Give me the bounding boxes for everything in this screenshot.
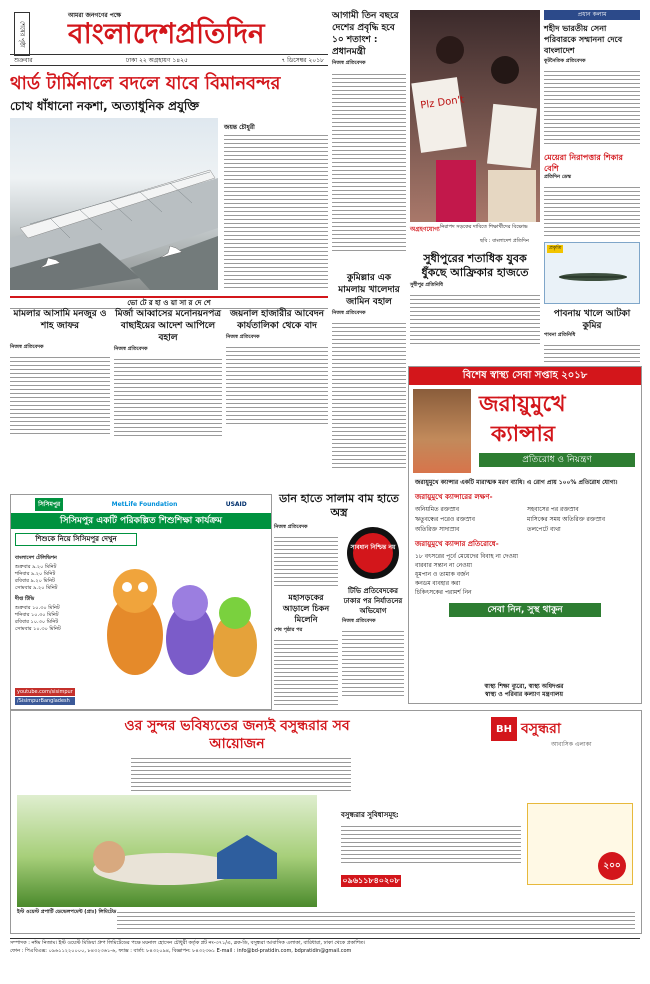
bashundhara-promo — [527, 803, 633, 885]
sisimpur-partners — [11, 495, 271, 513]
schedule-time: ১০.৩০ মিনিট — [33, 626, 61, 632]
imprint-footer — [10, 938, 640, 969]
schedule-day: শনিবার — [15, 571, 30, 577]
paper-title-b: প্রতিদিন — [175, 17, 265, 50]
newspaper-page — [10, 10, 640, 974]
schedule-day: শুক্রবার — [15, 564, 31, 570]
symptom-5: অতিরিক্ত সাদাস্রাব — [415, 526, 460, 533]
election-story-3-byline: নিজস্ব প্রতিবেদক — [226, 334, 260, 340]
schedule-day: রবিবার — [15, 578, 29, 584]
health-subtitle: প্রতিরোধ ও নিয়ন্ত্রণ — [479, 453, 635, 467]
schedule-day: শনিবার — [15, 612, 30, 618]
schedule-time: ১০.৩০ মিনিট — [30, 619, 59, 625]
tagline: আমরা জনগণের পক্ষে — [68, 12, 122, 19]
health-prevention-list — [409, 552, 641, 597]
bashundhara-photo — [17, 795, 317, 907]
health-footer — [409, 683, 639, 699]
bashundhara-company: ইস্ট ওয়েস্ট প্রপার্টি ডেভেলপমেন্ট (প্রাঃ) লিমিটেড — [17, 909, 117, 915]
health-footer-1: স্বাস্থ্য শিক্ষা ব্যুরো, স্বাস্থ্য অধিদপ্তর — [484, 683, 564, 690]
sisimpur-social — [15, 688, 75, 705]
muppets-image — [95, 555, 267, 681]
health-footer-2: স্বাস্থ্য ও পরিবার কল্যাণ মন্ত্রণালয় — [485, 691, 563, 698]
schedule-day: শুক্রবার — [15, 605, 31, 611]
election-story-3-headline: জয়নাল হাজারীর আবেদন কার্যতালিকা থেকে বাদ — [229, 309, 324, 331]
partner-usaid: USAID — [225, 500, 247, 508]
child-on-grass-image — [17, 795, 317, 907]
symptom-1: অনিয়মিত রক্তস্রাব — [415, 506, 460, 513]
section-tag: শেষের পৃষ্ঠা — [14, 12, 30, 56]
mid-story-3-byline: নিজস্ব প্রতিবেদক — [342, 618, 376, 624]
schedule-row — [15, 564, 91, 571]
bashundhara-badge: ২০০ — [598, 852, 626, 880]
prevention-5: চিকিৎসকের পরামর্শ নিন — [415, 589, 472, 596]
election-story-1 — [10, 308, 110, 488]
lead-subhead: চোখ ধাঁধানো নকশা, অত্যাধুনিক প্রযুক্তি — [10, 99, 200, 113]
sudan-byline: সুধীপুর প্রতিনিধি — [410, 282, 443, 288]
health-photo — [413, 389, 471, 473]
election-story-2-headline: মির্জা আব্বাসের মনোনয়নপত্র বাছাইয়ের আদেশ আপিলে বহাল — [115, 309, 221, 343]
mid-story-1-headline: ডান হাতে সালাম বাম হাতে অস্ত্র — [279, 492, 399, 519]
schedule-time: ১০.৩০ মিনিট — [30, 612, 59, 618]
mid-story-1-byline: নিজস্ব প্রতিবেদক — [274, 524, 308, 530]
schedule-row — [15, 626, 91, 633]
sisimpur-title: সিসিমপুর একটি পরিকল্পিত শিশুশিক্ষা কার্যক্রম — [11, 513, 271, 529]
bashundhara-contacts — [17, 909, 635, 929]
prevention-3: ধূমপান ও তামাক বর্জন — [415, 571, 470, 578]
sidebar-story3-body — [544, 342, 640, 364]
mid-story-1-body — [274, 534, 338, 588]
warning-badge-svg — [342, 524, 404, 582]
symptom-6: তলপেটে ব্যথা — [527, 526, 561, 533]
sidebar-ad-tag: প্রকৃতি — [549, 245, 562, 251]
schedule-row — [15, 585, 91, 592]
channel1: বাংলাদেশ টেলিভিশন — [15, 555, 57, 561]
kumilla-headline: কুমিল্লার এক মামলায় খালেদার জামিন বহাল — [338, 273, 400, 307]
imprint-line-1: সম্পাদক : নঈম নিজাম। ইস্ট ওয়েস্ট মিডিয়া গ্রুপ লিমিটেডের পক্ষে ময়নাল হোসেন চৌধুরী কর্তৃক প্লট নং-৩৭১/এ, ব্লক-ডি, বসুন্ধরা আবাসিক এলাকা, বারিধারা, ঢাকা থেকে প্রকাশিত। — [10, 940, 366, 946]
health-title2: ক্যান্সার — [491, 422, 555, 447]
sidebar-story1-body — [544, 68, 640, 146]
bashundhara-headline: ওর সুন্দর ভবিষ্যতের জন্যই বসুন্ধরার সব আয়োজন — [124, 718, 350, 752]
sidebar-story2-byline: প্রতিদিন ডেস্ক — [544, 174, 572, 180]
schedule-row — [15, 571, 91, 578]
mid-story-2-byline: শেষ পৃষ্ঠার পর — [274, 627, 303, 633]
bashundhara-contacts-body — [117, 909, 635, 929]
lead-headline: থার্ড টার্মিনালে বদলে যাবে বিমানবন্দর — [10, 73, 281, 94]
election-story-3-body — [226, 344, 328, 424]
mid-story-3 — [342, 586, 404, 702]
photo-story — [410, 10, 540, 246]
election-story-2 — [114, 308, 222, 488]
symptom-2: সহবাসের পর রক্তস্রাব — [527, 506, 579, 513]
election-story-2-body — [114, 356, 222, 436]
schedule-time: ৯.২০ মিনিট — [33, 585, 58, 591]
protest-photo-svg — [410, 10, 540, 222]
kumilla-story — [332, 272, 406, 482]
sidebar-label: প্রধান কলাম — [544, 10, 640, 20]
schedule-day: সোমবার — [15, 585, 32, 591]
schedule-day: রবিবার — [15, 619, 29, 625]
health-title1: জরায়ুমুখে — [479, 392, 566, 417]
schedule-row — [15, 619, 91, 626]
bashundhara-phone: ০৯৬১১৮৪০২০৮ — [342, 876, 400, 885]
terminal-render-image — [10, 118, 218, 290]
bashundhara-ad — [10, 710, 642, 934]
bashundhara-facilities-body — [341, 823, 521, 863]
schedule-time: ৯.২০ মিনিট — [30, 578, 55, 584]
mid-story-3-headline: টিভি প্রতিবেদকের ঢাকার পর নির্যাতনের অভিযোগ — [343, 587, 403, 615]
bashundhara-intro — [131, 755, 351, 791]
mid-story-1-col — [274, 524, 338, 590]
sidebar-story2-headline: মেয়েরা নিরাপত্তার শিকার বেশি — [544, 153, 623, 173]
imprint-line-2: ফোন : পিএবিএক্স: ০৯৬১১২২০০০০, ৮৪৩২৩৬১-৬, ফ্যাক্স : বার্তা: ৮৪৩২০৯৪, বিজ্ঞাপন: ৮৪৩২৩৬১ E-mail : info@bd-pratidin.com, bdpratidin@gmail.com — [10, 948, 352, 954]
schedule-time: ৯.২০ মিনিট — [30, 571, 56, 577]
masthead — [10, 10, 328, 68]
sisimpur-brand: সিসিমপুর — [35, 498, 63, 511]
schedule-row — [15, 612, 91, 619]
dateline-bn: ঢাকা ২২ অগ্রহায়ণ ১৪২৫ — [125, 57, 188, 64]
svg-text:Plz Don't: Plz Don't — [419, 94, 465, 112]
sidebar-story1-byline: কূটনৈতিক প্রতিবেদক — [544, 58, 586, 64]
symptom-3: ঋতুবন্ধের পরেও রক্তস্রাব — [415, 516, 475, 523]
election-story-1-body — [10, 354, 110, 434]
schedule-row — [15, 605, 91, 612]
photo-credit: ছবি : বাংলাদেশ প্রতিদিন — [480, 238, 529, 244]
kumilla-body — [332, 320, 406, 470]
terminal-render-svg — [10, 118, 218, 290]
election-story-1-headline: মামলার আসামি মনজুর ও শাহ জাফর — [13, 309, 107, 331]
lead-byline: জয়ন্ত চৌধুরী — [224, 124, 255, 131]
election-band: ভো টে র হা ও য়া সা র দে শে — [10, 296, 328, 309]
sudan-headline: সুধীপুরের শতাধিক যুবক ধুঁকছে আফ্রিকার হাজতে — [421, 252, 529, 279]
dateline-day: শুক্রবার — [14, 57, 33, 64]
top-right-story — [332, 10, 406, 268]
facebook-link[interactable]: /SisimpurBangladesh — [15, 697, 75, 705]
mid-story-2-headline: মহাসড়কের আড়ালে চিকন মিলেনি — [282, 593, 330, 624]
prevention-1: ১৮ বৎসরের পূর্বে মেয়েদের বিবাহ না দেওয়া — [415, 553, 519, 560]
sidebar-story3-byline: পাবনা প্রতিনিধি — [544, 332, 576, 338]
schedule-row — [15, 578, 91, 585]
sudan-body — [410, 292, 540, 346]
health-prevention-title: জরায়ুমুখে ক্যান্সার প্রতিরোধে- — [415, 540, 499, 548]
paper-title — [68, 16, 265, 52]
schedule-time: ৯.২০ মিনিট — [32, 564, 57, 570]
sidebar-story2-body — [544, 184, 640, 236]
top-right-body — [332, 71, 406, 251]
warning-badge-text: সাবধান নিশ্চিন্ত নয় — [350, 544, 396, 551]
sudan-story — [410, 252, 540, 362]
paper-title-a: বাংলাদেশ — [68, 17, 176, 50]
symptom-4: মাসিকের সময় অতিরিক্ত রক্তস্রাব — [527, 516, 606, 523]
bashundhara-facilities-title: বসুন্ধরার সুবিধাসমূহ: — [341, 811, 399, 819]
health-slogan: সেবা নিন, সুস্থ থাকুন — [449, 603, 601, 617]
mid-story-2-body — [274, 637, 338, 707]
partner-metlife: MetLife Foundation — [111, 500, 178, 508]
bashundhara-brand: বসুন্ধরা — [521, 721, 561, 737]
health-symptoms-title: জরায়ুমুখে ক্যান্সারের লক্ষণ- — [415, 493, 493, 501]
sisimpur-muppets — [95, 555, 267, 681]
sidebar — [544, 10, 640, 386]
health-intro: জরায়ুমুখে ক্যান্সার একটি মারাত্মক মরণ ব্যাধি। এ রোগ প্রায় ১০০% প্রতিরোধ যোগ্য। — [415, 479, 618, 486]
health-ad — [408, 366, 642, 704]
sisimpur-ad — [10, 494, 272, 710]
warning-badge — [342, 524, 404, 582]
mid-story-2 — [274, 592, 338, 702]
lead-story — [10, 72, 328, 292]
sisimpur-schedule — [15, 555, 91, 633]
health-banner: বিশেষ স্বাস্থ্য সেবা সপ্তাহ ২০১৮ — [409, 367, 641, 385]
bashundhara-sub: আবাসিক এলাকা — [551, 741, 592, 748]
dateline — [10, 54, 328, 66]
photo-caption: নিরাপদ সড়কের দাবিতে শিক্ষার্থীদের বিক্ষোভ — [440, 224, 528, 230]
photo-label: অগ্রহণযোগ্য — [410, 226, 440, 233]
dateline-en: ৭ ডিসেম্বর ২০১৮ — [281, 57, 324, 64]
kumilla-byline: নিজস্ব প্রতিবেদক — [332, 310, 366, 316]
bashundhara-logo — [491, 717, 561, 741]
schedule-time: ১০.৩০ মিনিট — [32, 605, 60, 611]
lead-body-text — [224, 132, 328, 288]
sidebar-story1-headline: শহীদ ভারতীয় সেনা পরিবারকে সম্মাননা দেবে বাংলাদেশ — [544, 24, 623, 55]
channel2: দীপ্ত টিভি — [15, 596, 35, 602]
election-story-3 — [226, 308, 328, 488]
sidebar-image-box — [544, 242, 640, 304]
election-story-1-byline: নিজস্ব প্রতিবেদক — [10, 344, 44, 350]
top-right-headline: আগামী তিন বছরে দেশের প্রবৃদ্ধি হবে ১০ শতাংশ : প্রধানমন্ত্রী — [332, 11, 399, 57]
mid-story-3-body — [342, 628, 404, 698]
schedule-day: সোমবার — [15, 626, 32, 632]
bashundhara-logo-mark: BH — [491, 717, 517, 741]
sidebar-story3-headline: পাবনায় খালে আটকা কুমির — [553, 309, 631, 331]
election-story-2-byline: নিজস্ব প্রতিবেদক — [114, 346, 148, 352]
bashundhara-facilities — [341, 809, 521, 863]
health-symptoms-list — [409, 505, 641, 534]
top-right-byline: নিজস্ব প্রতিবেদক — [332, 60, 366, 66]
protest-photo — [410, 10, 540, 222]
prevention-4: কনডম ব্যবহার করা — [415, 580, 461, 587]
prevention-2: বারবার সন্তান না নেওয়া — [415, 562, 472, 569]
youtube-link[interactable]: youtube.com/sisimpur — [17, 689, 73, 695]
sisimpur-cta: শিশুকে নিয়ে সিসিমপুর দেখুন — [15, 533, 137, 546]
